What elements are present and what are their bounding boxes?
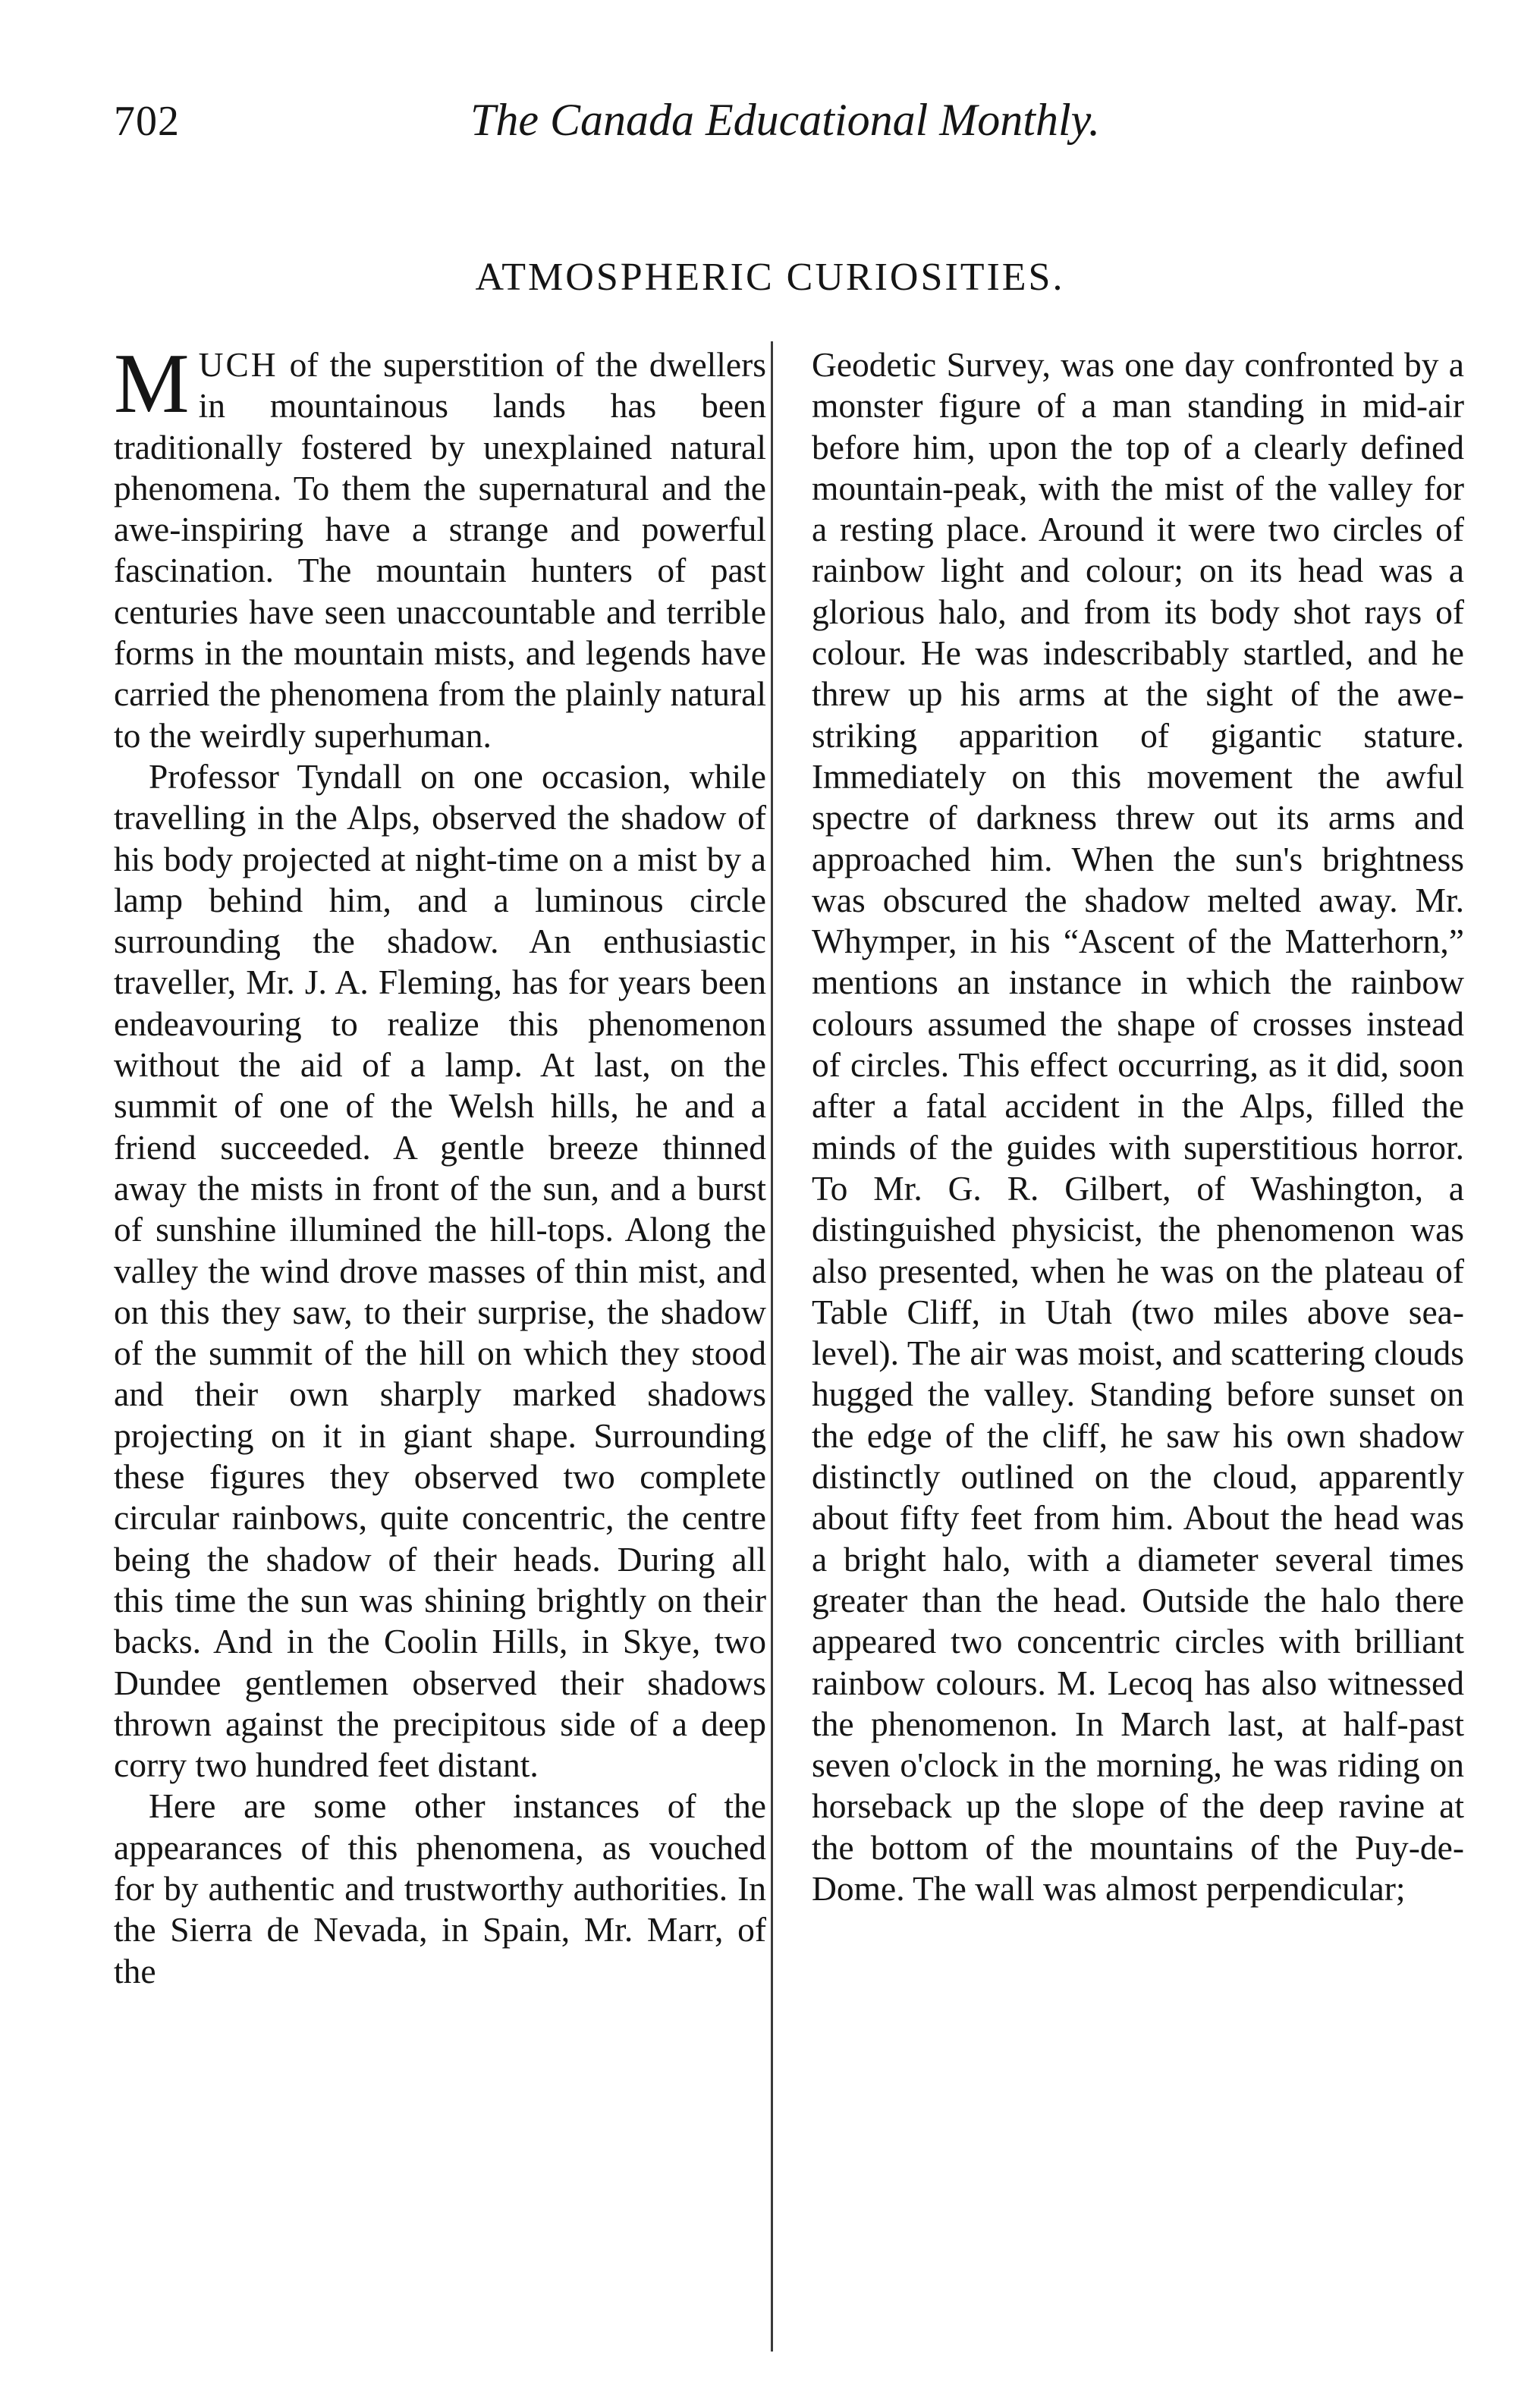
right-column [812,344,1464,1909]
first-word-rest: UCH [198,345,278,384]
page-number: 702 [114,98,180,145]
paragraph-1 [114,337,766,756]
paragraph-1-text: of the superstition of the dwellers in mountainous lands has been traditionally fostered by unexplained natural phenomena. To them the supernatural and the awe-inspiring have a strange and powerful fascination. The mountain hunters of past centuries have seen unaccountable and terrible forms in the mountain mists, and legends have carried the phenomena from the plainly natural to the weirdly superhuman. [114,345,766,755]
article-title: ATMOSPHERIC CURIOSITIES. [475,256,1065,299]
paragraph-2: Professor Tyndall on one occasion, while travelling in the Alps, observed the shadow of his body projected at night-time on a mist by a lamp behind him, and a luminous circle surrounding the shadow. An enthusiastic traveller, Mr. J. A. Fleming, has for years been endeavouring to realize this phenomenon without the aid of a lamp. At last, on the summit of one of the Welsh hills, he and a friend succeeded. A gentle breeze thinned away the mists in front of the sun, and a burst of sunshine illumined the hill-tops. Along the valley the wind drove masses of thin mist, and on this they saw, to their surprise, the shadow of the summit of the hill on which they stood and their own sharply marked shadows projecting on it in giant shape. Surrounding these figures they observed two complete circular rainbows, quite concentric, the centre being the shadow of their heads. During all this time the sun was shining brightly on their backs. And in the Coolin Hills, in Skye, two Dundee gentlemen observed their shadows thrown against the precipitous side of a deep corry two hundred feet distant. [114,756,766,1785]
paragraph-3: Here are some other instances of the appearances of this phenomena, as vouched for by authentic and trustworthy authorities. In the Sierra de Nevada, in Spain, Mr. Marr, of the [114,1786,766,1990]
running-head: The Canada Educational Monthly. [470,95,1100,145]
drop-cap: M [114,337,190,431]
paragraph-3-continued: Geodetic Survey, was one day confronted by a monster figure of a man standing in mid-air before him, upon the top of a clearly defined mountain-peak, with the mist of the valley for a resting place. Around it were two circles of rainbow light and colour; on its head was a glorious halo, and from its body shot rays of colour. He was indescribably startled, and he threw up his arms at the sight of the awe-striking apparition of gigantic stature. Immediately on this movement the awful spectre of darkness threw out its arms and approached him. When the sun's brightness was obscured the shadow melted away. Mr. Whymper, in his “Ascent of the Matterhorn,” mentions an instance in which the rainbow colours assumed the shape of crosses instead of circles. This effect occurring, as it did, soon after a fatal accident in the Alps, filled the minds of the guides with superstitious horror. To Mr. G. R. Gilbert, of Washington, a distinguished physicist, the phenomenon was also presented, when he was on the plateau of Table Cliff, in Utah (two miles above sea-level). The air was moist, and scattering clouds hugged the valley. Standing before sunset on the edge of the cliff, he saw his own shadow distinctly outlined on the cloud, apparently about fifty feet from him. About the head was a bright halo, with a diameter several times greater than the head. Outside the halo there appeared two concentric circles with brilliant rainbow colours. M. Lecoq has also witnessed the phenomenon. In March last, at half-past seven o'clock in the morning, he was riding on horseback up the slope of the deep ravine at the bottom of the mountains of the Puy-de-Dome. The wall was almost perpendicular; [812,345,1464,1908]
left-column [114,337,766,1992]
column-divider [771,341,773,2352]
